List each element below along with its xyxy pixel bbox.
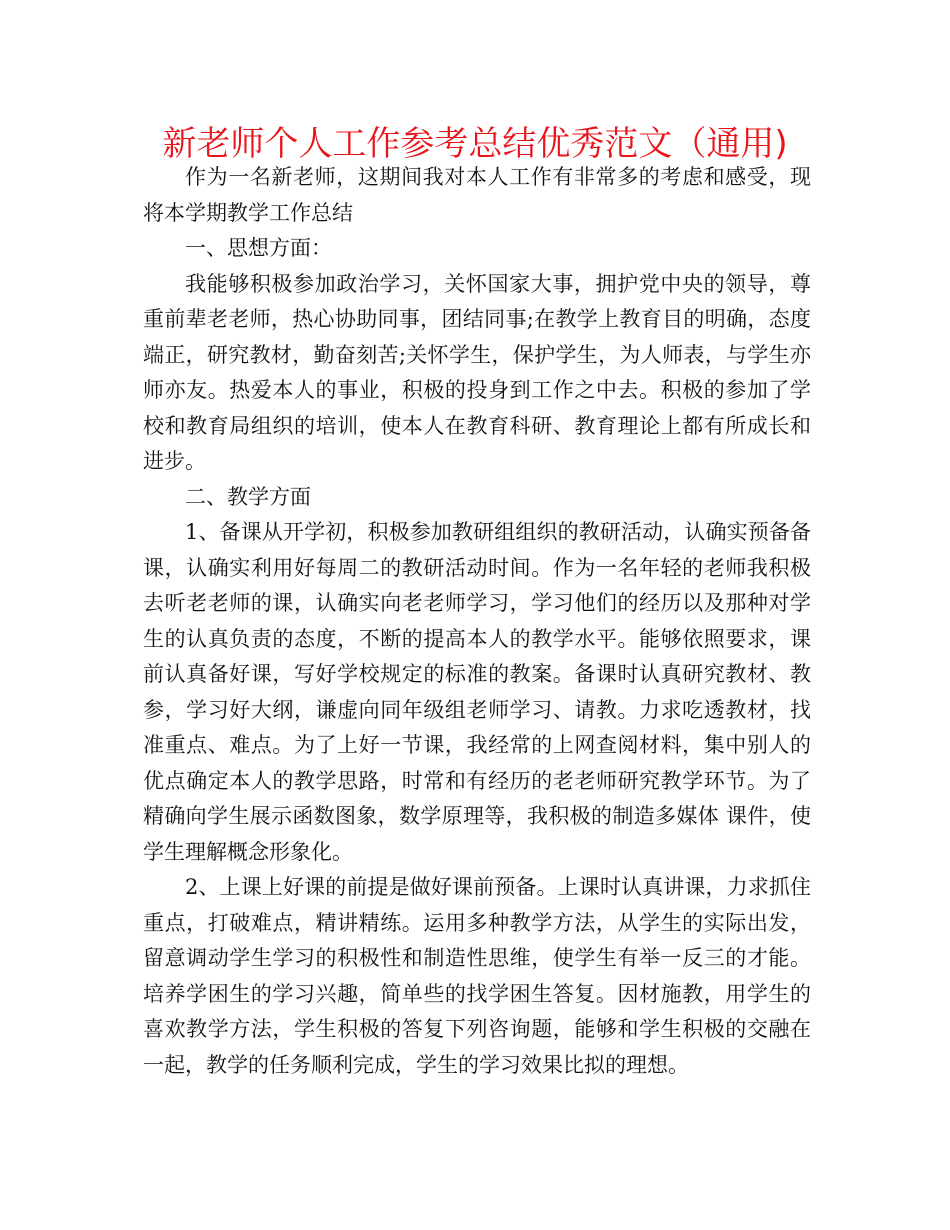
class-teaching-paragraph: 2、上课上好课的前提是做好课前预备。上课时认真讲课，力求抓住重点，打破难点，精讲精练。运用多种教学方法，从学生的实际出发，留意调动学生学习的积极性和制造性思维，使学生有举一反三的才能。培养学困生的学习兴趣，简单些的找学困生答复。因材施教，用学生的喜欢教学方法，学生积极的答复下列咨询题，能够和学生积极的交融在一起，教学的任务顺利完成，学生的学习效果比拟的理想。: [143, 875, 811, 1077]
document-body: [143, 160, 811, 1083]
section-heading-thought: 一、思想方面：: [185, 236, 332, 260]
section-heading-teaching: 二、教学方面: [185, 484, 311, 509]
thought-paragraph: 我能够积极参加政治学习，关怀国家大事，拥护党中央的领导，尊重前辈老老师，热心协助同事，团结同事;在教学上教育目的明确，态度端正，研究教材，勤奋刻苦;关怀学生，保护学生，为人师表，与学生亦师亦友。热爱本人的事业，积极的投身到工作之中去。积极的参加了学校和教育局组织的培训，使本人在教育科研、教育理论上都有所成长和进步。: [143, 271, 811, 473]
document-title: 新老师个人工作参考总结优秀范文（通用): [162, 124, 788, 164]
intro-paragraph: 作为一名新老师，这期间我对本人工作有非常多的考虑和感受，现将本学期教学工作总结: [143, 165, 811, 225]
lesson-prep-paragraph: 1、备课从开学初，积极参加教研组组织的教研活动，认确实预备备课，认确实利用好每周二的教研活动时间。作为一名年轻的老师我积极去听老老师的课，认确实向老老师学习，学习他们的经历以及那种对学生的认真负责的态度，不断的提高本人的教学水平。能够依照要求，课前认真备好课，写好学校规定的标准的教案。备课时认真研究教材、教参，学习好大纲，谦虚向同年级组老师学习、请教。力求吃透教材，找准重点、难点。为了上好一节课，我经常的上网查阅材料，集中别人的优点确定本人的教学思路，时常和有经历的老老师研究教学环节。为了精确向学生展示函数图象，数学原理等，我积极的制造多媒体 课件，使学生理解概念形象化。: [143, 520, 811, 864]
